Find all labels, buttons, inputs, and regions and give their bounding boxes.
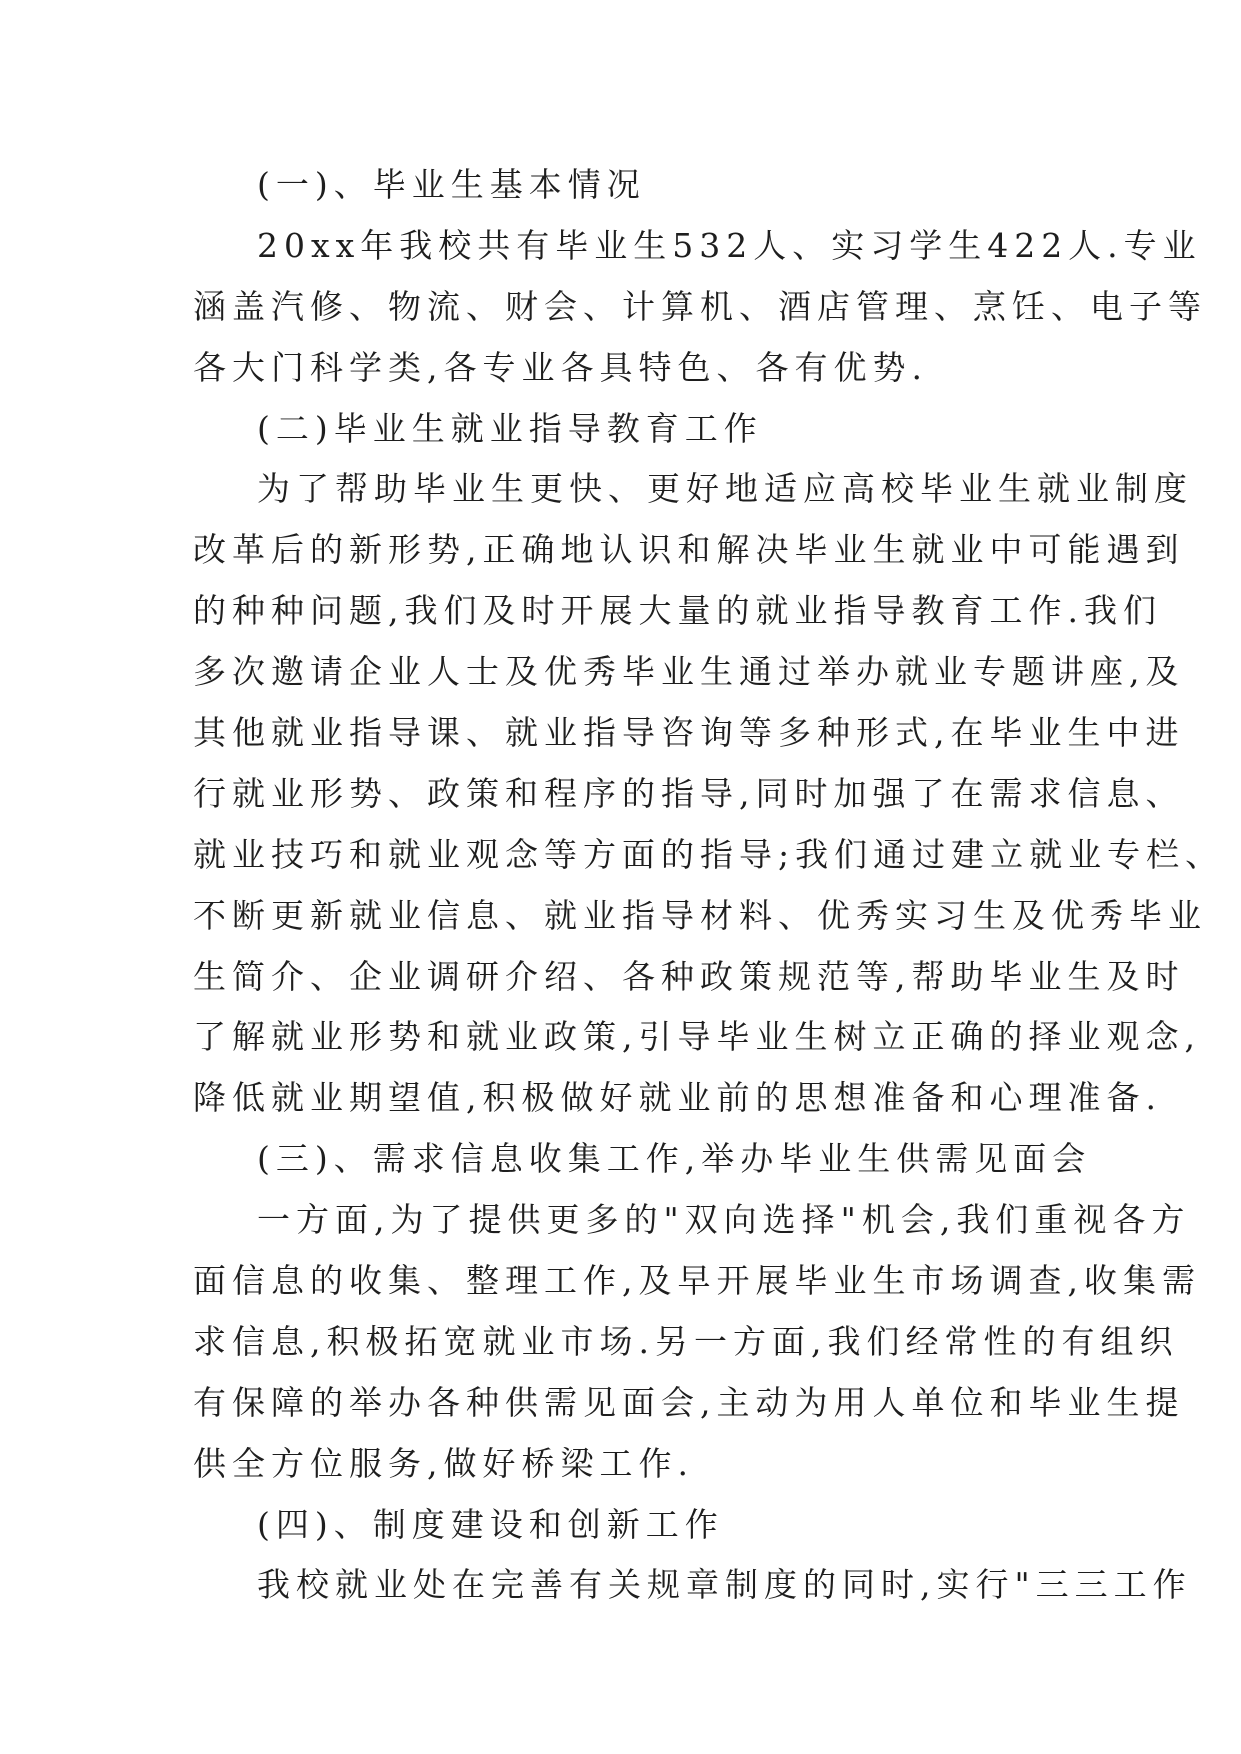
document-body (193, 155, 1225, 1616)
section-heading-4: (四)、制度建设和创新工作 (257, 1504, 724, 1544)
text-line: 我校就业处在完善有关规章制度的同时,实行"三三工作 (257, 1565, 1192, 1605)
text-line: 有保障的举办各种供需见面会,主动为用人单位和毕业生提 (193, 1382, 1185, 1422)
section-heading-3: (三)、需求信息收集工作,举办毕业生供需见面会 (257, 1139, 1092, 1179)
text-line: 的种种问题,我们及时开展大量的就业指导教育工作.我们 (193, 591, 1162, 631)
text-line: 20xx年我校共有毕业生532人、实习学生422人.专业 (257, 225, 1202, 265)
text-line: 不断更新就业信息、就业指导材料、优秀实习生及优秀毕业 (193, 895, 1207, 935)
text-line: 生简介、企业调研介绍、各种政策规范等,帮助毕业生及时 (193, 956, 1185, 996)
text-line: 各大门科学类,各专业各具特色、各有优势. (193, 347, 928, 387)
section-heading-1: (一)、毕业生基本情况 (257, 165, 646, 204)
text-line: 改革后的新形势,正确地认识和解决毕业生就业中可能遇到 (193, 530, 1185, 570)
text-line: 面信息的收集、整理工作,及早开展毕业生市场调查,收集需 (193, 1261, 1201, 1301)
text-line: 多次邀请企业人士及优秀毕业生通过举办就业专题讲座,及 (193, 652, 1185, 692)
text-line: 了解就业形势和就业政策,引导毕业生树立正确的择业观念, (193, 1017, 1201, 1057)
text-line: 就业技巧和就业观念等方面的指导;我们通过建立就业专栏、 (193, 834, 1225, 874)
text-line: 供全方位服务,做好桥梁工作. (193, 1443, 694, 1483)
text-line: 行就业形势、政策和程序的指导,同时加强了在需求信息、 (193, 773, 1185, 813)
text-line: 为了帮助毕业生更快、更好地适应高校毕业生就业制度 (257, 469, 1193, 509)
section-heading-2: (二)毕业生就业指导教育工作 (257, 408, 763, 448)
text-line: 一方面,为了提供更多的"双向选择"机会,我们重视各方 (257, 1200, 1191, 1240)
text-line: 降低就业期望值,积极做好就业前的思想准备和心理准备. (193, 1078, 1162, 1118)
text-line: 其他就业指导课、就业指导咨询等多种形式,在毕业生中进 (193, 713, 1185, 753)
text-line: 求信息,积极拓宽就业市场.另一方面,我们经常性的有组织 (193, 1321, 1179, 1361)
text-line: 涵盖汽修、物流、财会、计算机、酒店管理、烹饪、电子等 (193, 286, 1207, 326)
